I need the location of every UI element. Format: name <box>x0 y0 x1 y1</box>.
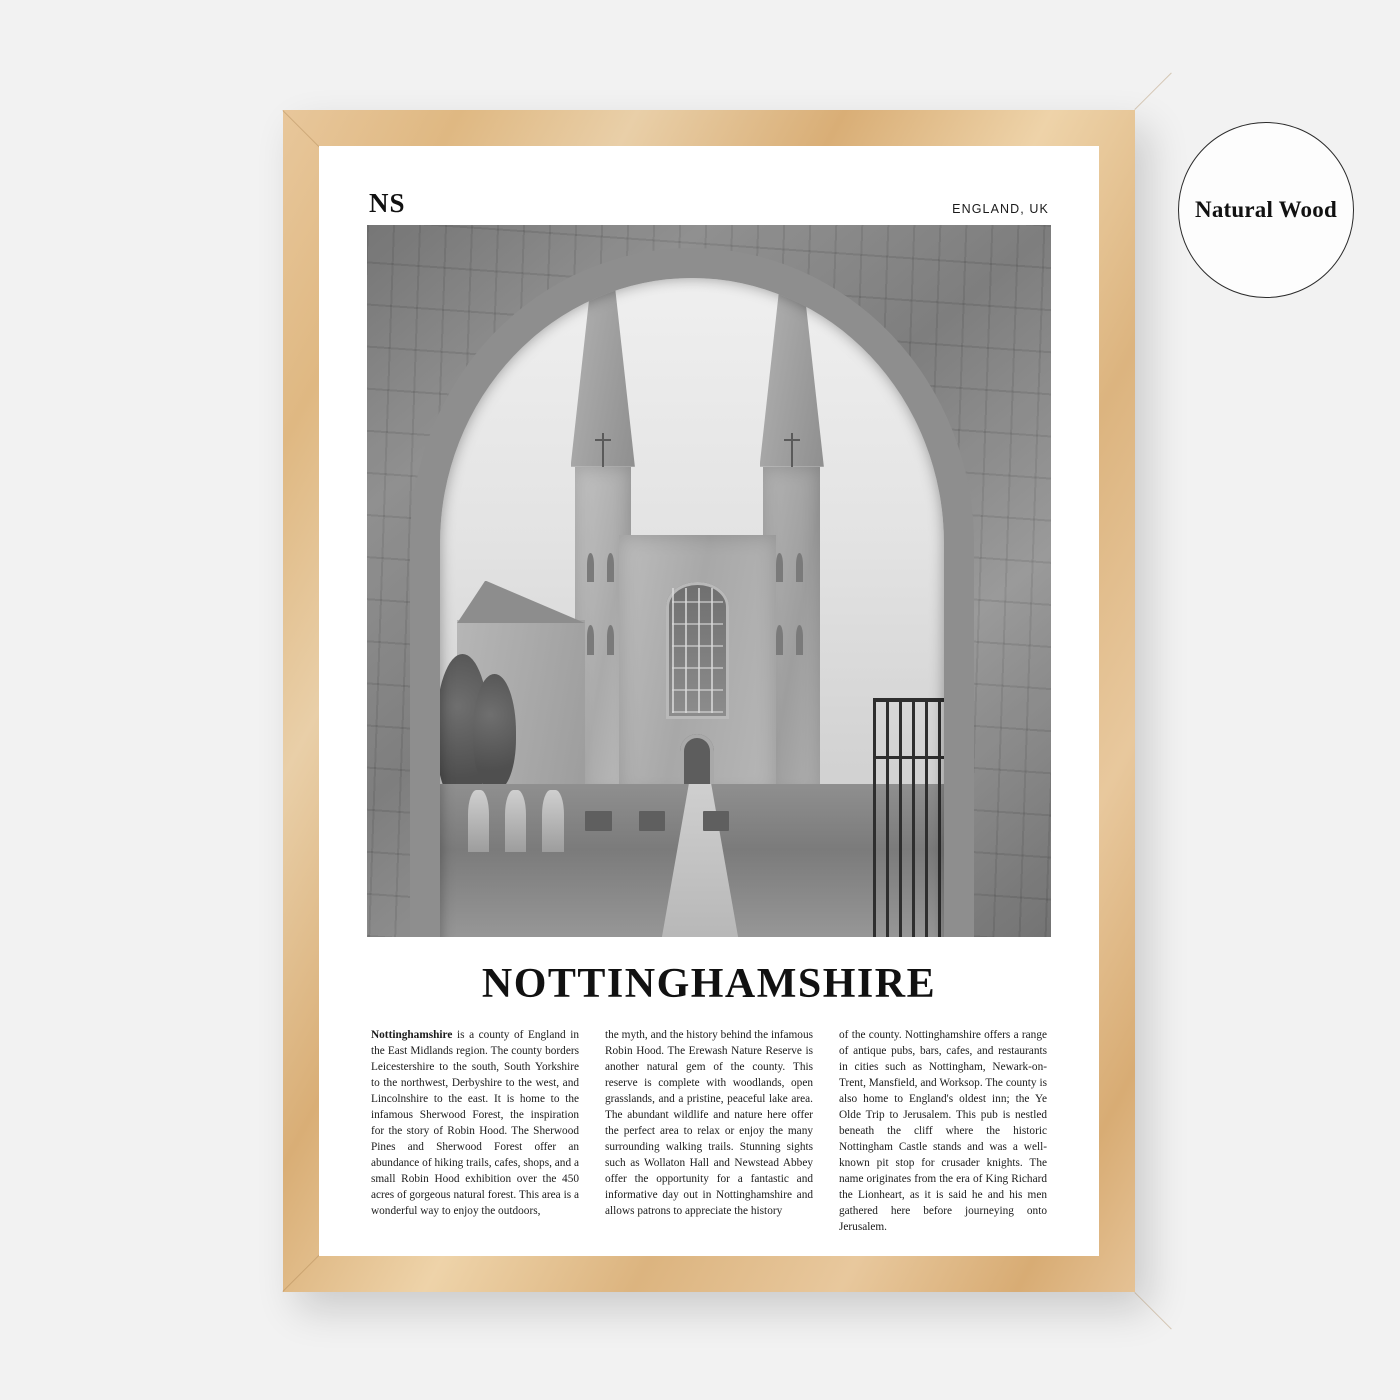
poster-code: NS <box>369 188 406 218</box>
natural-wood-badge <box>1178 122 1354 298</box>
body-text-1: is a county of England in the East Midlands region. The county borders Leicestershire to the south, South Yorkshire to the northwest, Derbyshire to the west, and Lincolnshire to the east. It is home to the infamous Sherwood Forest, the inspiration for the story of Robin Hood. The Sherwood Pines and Sherwood Forest offer an abundance of hiking trails, cafes, shops, and a small Robin Hood exhibition over the 450 acres of gorgeous natural forest. This area is a wonderful way to enjoy the outdoors, <box>371 1029 579 1218</box>
poster-header <box>367 190 1051 225</box>
frame-miter-bottom-right <box>1134 1292 1171 1329</box>
body-lead-in: Nottinghamshire <box>371 1029 453 1041</box>
picture-frame <box>283 110 1135 1292</box>
frame-miter-bottom-left <box>282 1255 319 1292</box>
poster-photograph <box>367 225 1051 937</box>
body-text-3: of the county. Nottinghamshire offers a range of antique pubs, bars, cafes, and restaurants in cities such as Nottingham, Newark-on-Trent, Mansfield, and Worksop. The county is also home to England's oldest inn; the Ye Olde Trip to Jerusalem. This pub is nestled beneath the cliff where the historic Nottingham Castle stands and was a well-known pit stop for crusader knights. The name originates from the era of King Richard the Lionheart, as it is said he and his men gathered here before journeying onto Jerusalem. <box>839 1029 1047 1234</box>
poster-title: NOTTINGHAMSHIRE <box>481 961 937 1007</box>
body-column-1 <box>371 1027 579 1235</box>
poster-region: ENGLAND, UK <box>952 201 1049 216</box>
poster-body-columns <box>367 1027 1051 1235</box>
poster-mat <box>319 146 1099 1256</box>
body-column-2 <box>605 1027 813 1235</box>
body-text-2: the myth, and the history behind the infamous Robin Hood. The Erewash Nature Reserve is another natural gem of the county. This reserve is complete with woodlands, open grasslands, and a pristine, peaceful lake area. The abundant wildlife and nature here offer the perfect area to relax or enjoy the many surrounding walking trails. Stunning sights such as Wollaton Hall and Newstead Abbey offer the opportunity for a fantastic and informative day out in Nottinghamshire and allows patrons to appreciate the history <box>605 1029 813 1218</box>
arch-voussoirs <box>410 248 974 937</box>
natural-wood-badge-label: Natural Wood <box>1195 197 1337 222</box>
frame-miter-top-left <box>282 110 319 147</box>
frame-miter-top-right <box>1134 73 1171 110</box>
body-column-3 <box>839 1027 1047 1235</box>
poster <box>319 146 1099 1256</box>
